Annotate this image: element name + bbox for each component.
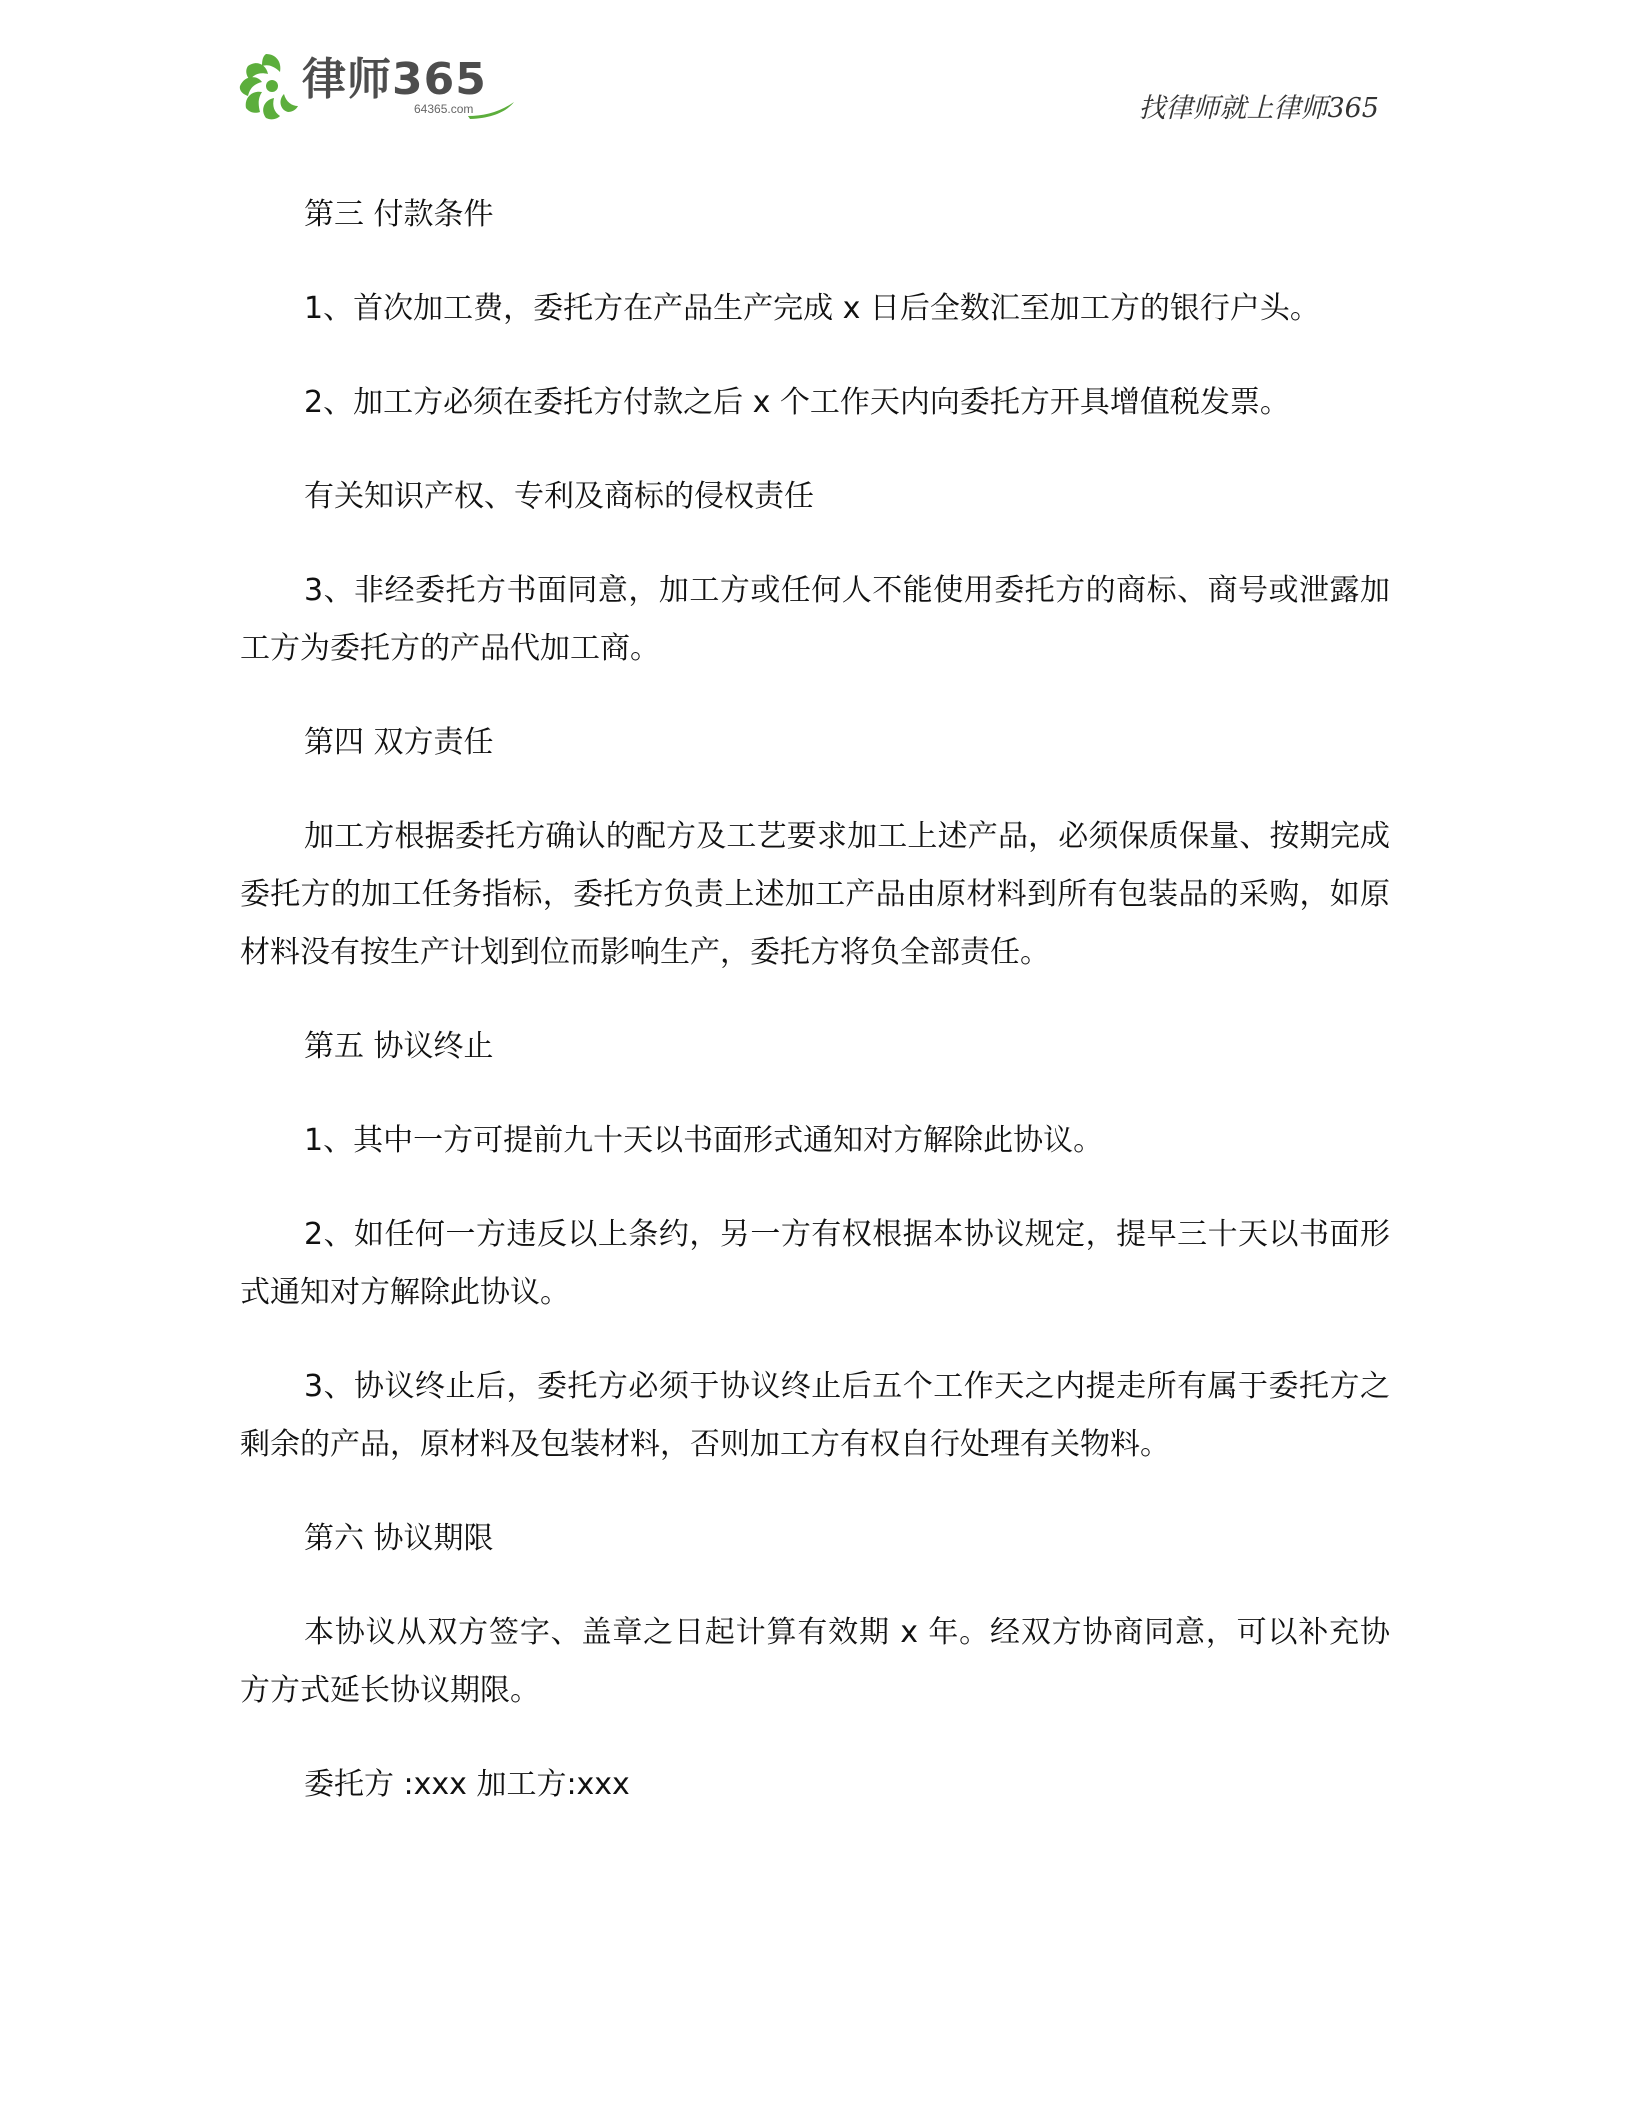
- section-heading: 第四 双方责任: [304, 725, 494, 760]
- clause-paragraph: 3、非经委托方书面同意，加工方或任何人不能使用委托方的商标、商号或泄露加工方为委托方的产品代加工商。: [240, 573, 1390, 666]
- section-heading: 第五 协议终止: [304, 1029, 494, 1064]
- page-header: [0, 0, 1632, 130]
- clause-paragraph: 加工方根据委托方确认的配方及工艺要求加工上述产品，必须保质保量、按期完成委托方的加工任务指标，委托方负责上述加工产品由原材料到所有包装品的采购，如原材料没有按生产计划到位而影响生产，委托方将负全部责任。: [240, 819, 1390, 970]
- logo-wordmark: 律师365: [302, 54, 487, 105]
- leaf-logo-icon: [236, 50, 302, 120]
- section-heading: 第六 协议期限: [304, 1521, 494, 1556]
- logo-domain: 64365.com: [414, 102, 474, 116]
- clause-paragraph: 2、如任何一方违反以上条约，另一方有权根据本协议规定，提早三十天以书面形式通知对方解除此协议。: [240, 1217, 1390, 1310]
- section-heading: 第三 付款条件: [304, 197, 494, 232]
- clause-paragraph: 本协议从双方签字、盖章之日起计算有效期 x 年。经双方协商同意，可以补充协方方式延长协议期限。: [240, 1615, 1390, 1708]
- signature-line: 委托方 :xxx 加工方:xxx: [304, 1767, 630, 1802]
- clause-paragraph: 1、首次加工费，委托方在产品生产完成 x 日后全数汇至加工方的银行户头。: [304, 291, 1320, 326]
- clause-paragraph: 1、其中一方可提前九十天以书面形式通知对方解除此协议。: [304, 1123, 1104, 1158]
- brand-logo[interactable]: [236, 50, 516, 120]
- clause-paragraph: 2、加工方必须在委托方付款之后 x 个工作天内向委托方开具增值税发票。: [304, 385, 1290, 420]
- document-body: [240, 186, 1390, 1814]
- header-tagline: 找律师就上律师365: [1138, 93, 1379, 124]
- clause-paragraph: 3、协议终止后，委托方必须于协议终止后五个工作天之内提走所有属于委托方之剩余的产品，原材料及包装材料，否则加工方有权自行处理有关物料。: [240, 1369, 1390, 1462]
- swoosh-icon: [466, 100, 516, 120]
- section-heading: 有关知识产权、专利及商标的侵权责任: [304, 479, 814, 514]
